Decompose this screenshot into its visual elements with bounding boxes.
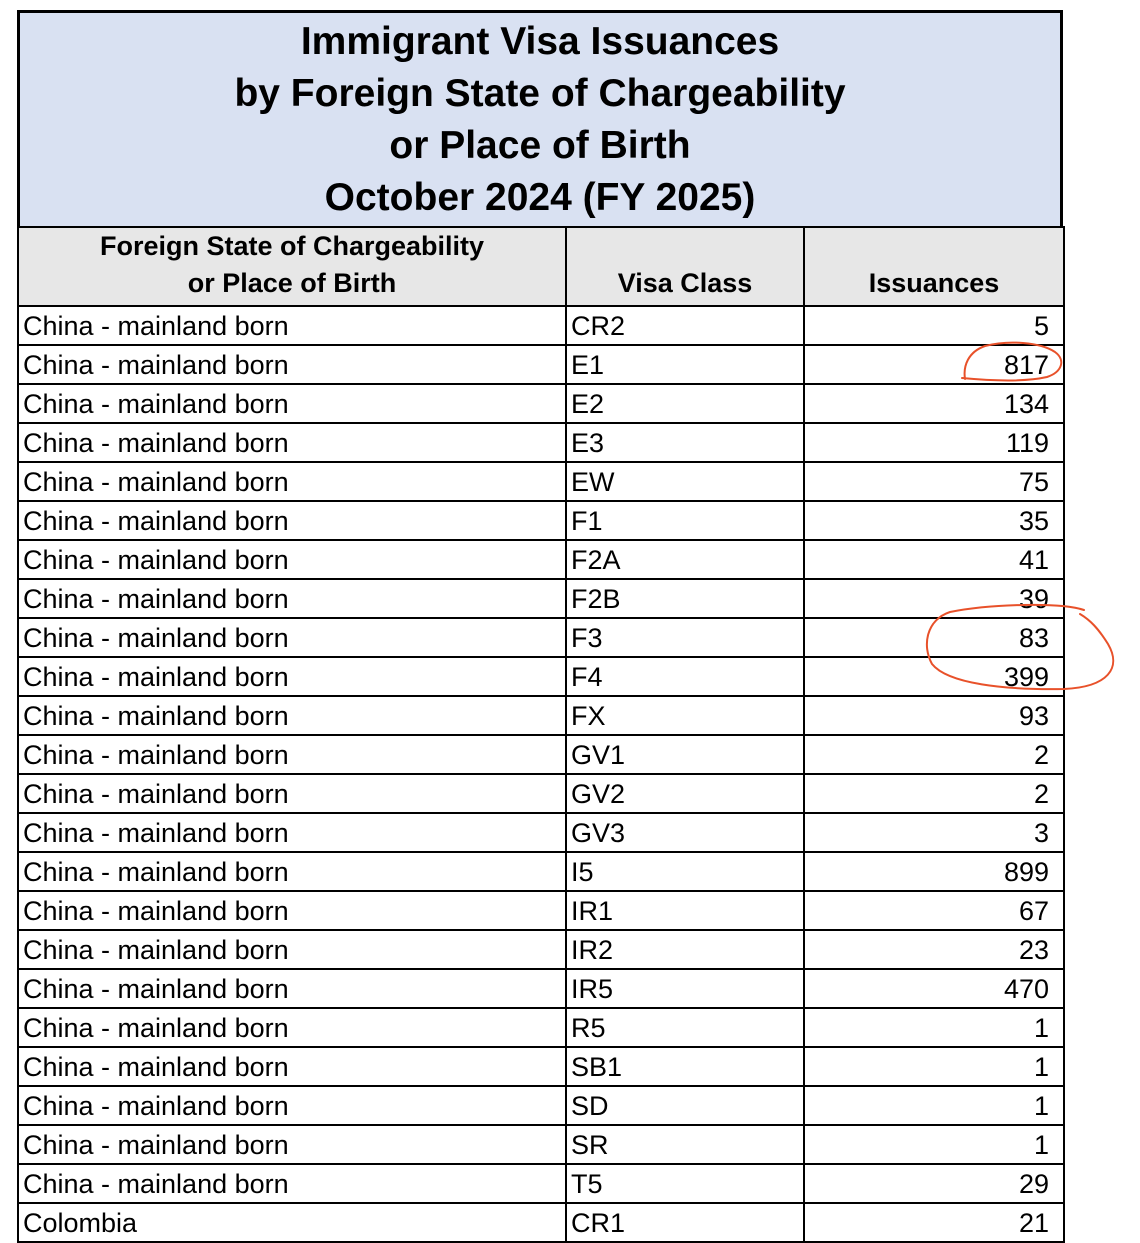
table-row	[18, 696, 1064, 735]
country-cell[interactable]: China - mainland born	[18, 618, 566, 657]
table-row	[18, 540, 1064, 579]
header-country-line1: Foreign State of Chargeability	[99, 231, 485, 261]
table-row	[18, 501, 1064, 540]
table-row	[18, 579, 1064, 618]
table-row	[18, 930, 1064, 969]
country-cell[interactable]: China - mainland born	[18, 735, 566, 774]
header-visa-class[interactable]: Visa Class	[566, 227, 804, 306]
table-row	[18, 891, 1064, 930]
country-cell[interactable]: China - mainland born	[18, 930, 566, 969]
visa-class-cell[interactable]: CR2	[566, 306, 804, 345]
issuances-cell[interactable]: 1	[804, 1047, 1064, 1086]
country-cell[interactable]: China - mainland born	[18, 1125, 566, 1164]
issuances-cell[interactable]: 75	[804, 462, 1064, 501]
title-line-1: Immigrant Visa Issuances	[300, 19, 780, 63]
country-cell[interactable]: China - mainland born	[18, 462, 566, 501]
issuances-cell[interactable]: 134	[804, 384, 1064, 423]
issuances-cell[interactable]: 2	[804, 774, 1064, 813]
issuances-cell[interactable]: 470	[804, 969, 1064, 1008]
table-row	[18, 774, 1064, 813]
table-row	[18, 462, 1064, 501]
country-cell[interactable]: China - mainland born	[18, 1086, 566, 1125]
country-cell[interactable]: China - mainland born	[18, 891, 566, 930]
country-cell[interactable]: Colombia	[18, 1203, 566, 1242]
country-cell[interactable]: China - mainland born	[18, 774, 566, 813]
country-cell[interactable]: China - mainland born	[18, 345, 566, 384]
visa-class-cell[interactable]: GV2	[566, 774, 804, 813]
issuances-cell[interactable]: 23	[804, 930, 1064, 969]
issuances-cell[interactable]: 899	[804, 852, 1064, 891]
visa-class-cell[interactable]: GV3	[566, 813, 804, 852]
title-line-4: October 2024 (FY 2025)	[324, 175, 756, 219]
issuances-cell[interactable]: 39	[804, 579, 1064, 618]
table-row	[18, 852, 1064, 891]
country-cell[interactable]: China - mainland born	[18, 969, 566, 1008]
visa-class-cell[interactable]: E1	[566, 345, 804, 384]
visa-class-cell[interactable]: I5	[566, 852, 804, 891]
country-cell[interactable]: China - mainland born	[18, 423, 566, 462]
visa-class-cell[interactable]: SD	[566, 1086, 804, 1125]
table-row	[18, 1086, 1064, 1125]
issuances-table	[17, 226, 1065, 1243]
issuances-cell[interactable]: 817	[804, 345, 1064, 384]
issuances-cell[interactable]: 41	[804, 540, 1064, 579]
title-line-2: by Foreign State of Chargeability	[234, 71, 846, 115]
table-row	[18, 813, 1064, 852]
table-row	[18, 1008, 1064, 1047]
table-row	[18, 735, 1064, 774]
issuances-cell[interactable]: 35	[804, 501, 1064, 540]
table-row	[18, 306, 1064, 345]
country-cell[interactable]: China - mainland born	[18, 813, 566, 852]
visa-class-cell[interactable]: IR1	[566, 891, 804, 930]
country-cell[interactable]: China - mainland born	[18, 384, 566, 423]
country-cell[interactable]: China - mainland born	[18, 1164, 566, 1203]
visa-class-cell[interactable]: F2A	[566, 540, 804, 579]
visa-class-cell[interactable]: E2	[566, 384, 804, 423]
country-cell[interactable]: China - mainland born	[18, 1047, 566, 1086]
visa-class-cell[interactable]: F4	[566, 657, 804, 696]
spreadsheet	[17, 10, 1063, 1243]
table-row	[18, 618, 1064, 657]
table-row	[18, 423, 1064, 462]
header-country[interactable]	[18, 227, 566, 306]
visa-class-cell[interactable]: SR	[566, 1125, 804, 1164]
visa-class-cell[interactable]: EW	[566, 462, 804, 501]
header-row	[18, 227, 1064, 306]
visa-class-cell[interactable]: E3	[566, 423, 804, 462]
issuances-cell[interactable]: 119	[804, 423, 1064, 462]
country-cell[interactable]: China - mainland born	[18, 657, 566, 696]
country-cell[interactable]: China - mainland born	[18, 696, 566, 735]
table-row	[18, 657, 1064, 696]
issuances-cell[interactable]: 1	[804, 1086, 1064, 1125]
visa-class-cell[interactable]: F3	[566, 618, 804, 657]
visa-class-cell[interactable]: F1	[566, 501, 804, 540]
table-row	[18, 1125, 1064, 1164]
visa-class-cell[interactable]: IR2	[566, 930, 804, 969]
country-cell[interactable]: China - mainland born	[18, 579, 566, 618]
table-row	[18, 969, 1064, 1008]
table-row	[18, 345, 1064, 384]
header-country-line2: or Place of Birth	[187, 268, 397, 298]
report-title	[17, 10, 1063, 226]
visa-class-cell[interactable]: IR5	[566, 969, 804, 1008]
table-row	[18, 1047, 1064, 1086]
issuances-cell[interactable]: 1	[804, 1125, 1064, 1164]
country-cell[interactable]: China - mainland born	[18, 852, 566, 891]
issuances-cell[interactable]: 93	[804, 696, 1064, 735]
visa-class-cell[interactable]: GV1	[566, 735, 804, 774]
country-cell[interactable]: China - mainland born	[18, 501, 566, 540]
issuances-cell[interactable]: 83	[804, 618, 1064, 657]
country-cell[interactable]: China - mainland born	[18, 1008, 566, 1047]
issuances-cell[interactable]: 3	[804, 813, 1064, 852]
visa-class-cell[interactable]: T5	[566, 1164, 804, 1203]
visa-class-cell[interactable]: F2B	[566, 579, 804, 618]
visa-class-cell[interactable]: R5	[566, 1008, 804, 1047]
visa-class-cell[interactable]: FX	[566, 696, 804, 735]
issuances-cell[interactable]: 5	[804, 306, 1064, 345]
issuances-cell[interactable]: 67	[804, 891, 1064, 930]
issuances-cell[interactable]: 399	[804, 657, 1064, 696]
title-line-3: or Place of Birth	[389, 123, 691, 167]
header-issuances[interactable]: Issuances	[804, 227, 1064, 306]
issuances-cell[interactable]: 2	[804, 735, 1064, 774]
country-cell[interactable]: China - mainland born	[18, 540, 566, 579]
table-row	[18, 1203, 1064, 1242]
table-row	[18, 1164, 1064, 1203]
issuances-cell[interactable]: 29	[804, 1164, 1064, 1203]
table-row	[18, 384, 1064, 423]
visa-class-cell[interactable]: CR1	[566, 1203, 804, 1242]
issuances-cell[interactable]: 21	[804, 1203, 1064, 1242]
country-cell[interactable]: China - mainland born	[18, 306, 566, 345]
issuances-cell[interactable]: 1	[804, 1008, 1064, 1047]
visa-class-cell[interactable]: SB1	[566, 1047, 804, 1086]
